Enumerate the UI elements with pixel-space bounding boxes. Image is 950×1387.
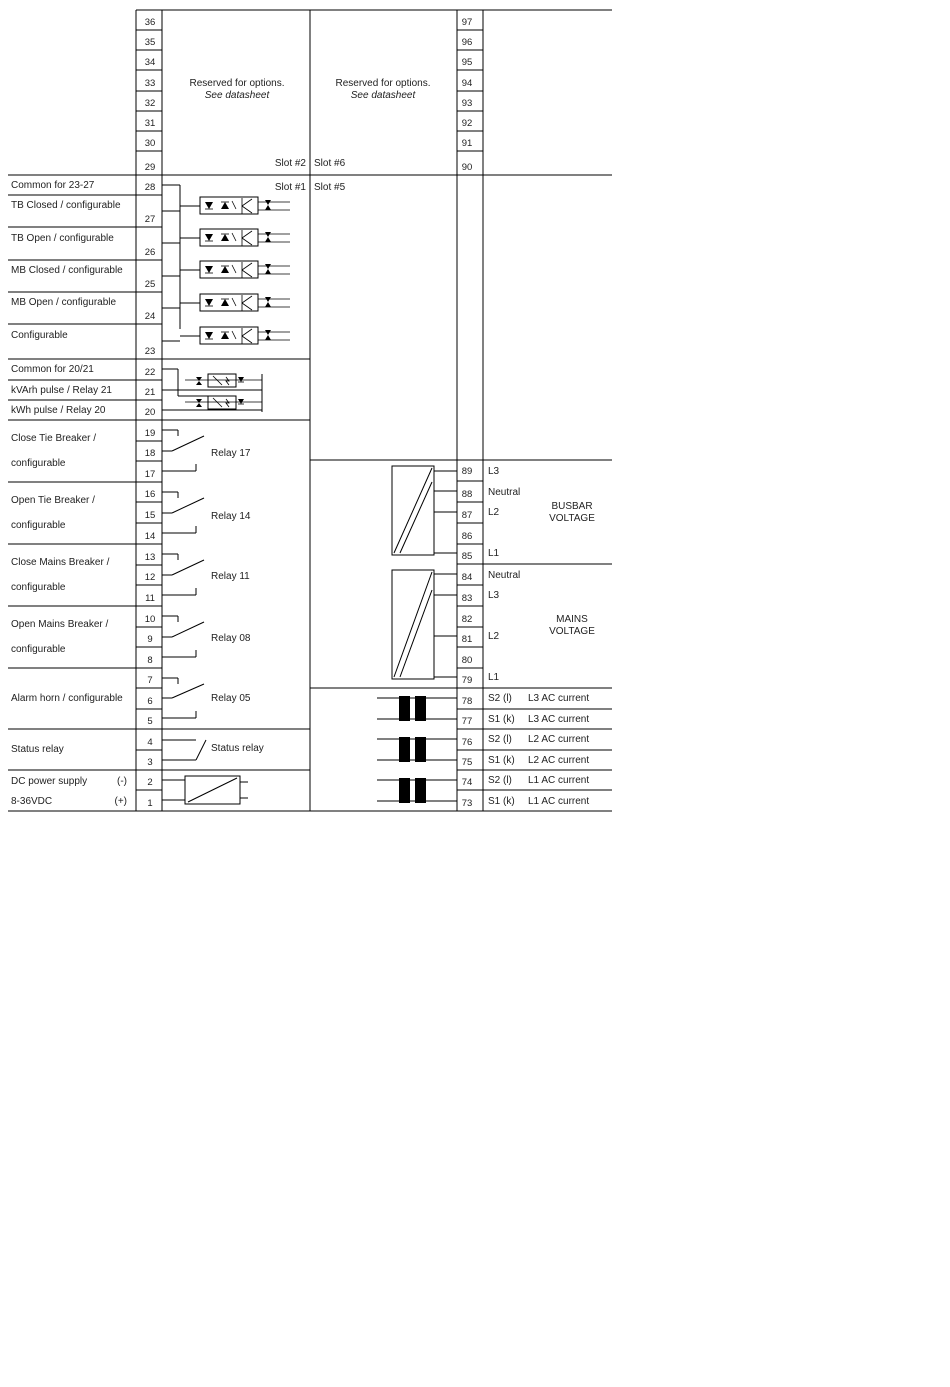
terminal-87: 87 xyxy=(461,510,473,521)
label-open-tie-1: Open Tie Breaker / xyxy=(11,495,95,506)
slot6-label: Slot #6 xyxy=(314,158,346,169)
relay-11-label: Relay 11 xyxy=(211,571,250,582)
terminal-88: 88 xyxy=(461,489,473,500)
mains-title-1: MAINS xyxy=(556,614,588,625)
label-configurable: Configurable xyxy=(11,330,68,341)
label-close-mains-1: Close Mains Breaker / xyxy=(11,557,110,568)
terminal-82: 82 xyxy=(461,614,473,625)
right-function-labels xyxy=(488,466,595,807)
label-tb-closed: TB Closed / configurable xyxy=(11,200,121,211)
terminal-21: 21 xyxy=(144,387,156,398)
label-status-relay: Status relay xyxy=(11,744,64,755)
terminal-95: 95 xyxy=(461,57,473,68)
ct-l2-s2-label: S2 (l) xyxy=(488,734,512,745)
ct-l1-s1-label: S1 (k) xyxy=(488,796,515,807)
current-transformers xyxy=(377,696,457,803)
label-dc-plus: (+) xyxy=(114,796,127,807)
terminal-7: 7 xyxy=(147,675,153,686)
label-close-tie-1: Close Tie Breaker / xyxy=(11,433,97,444)
terminal-26: 26 xyxy=(144,247,156,258)
busbar-l3-label: L3 xyxy=(488,466,500,477)
right-terminal-strip xyxy=(457,17,483,811)
label-alarm-horn: Alarm horn / configurable xyxy=(11,693,123,704)
ct-l2-current-label-b: L2 AC current xyxy=(528,755,590,766)
relay-11-contact-icon xyxy=(162,554,204,595)
label-dc-supply: DC power supply xyxy=(11,776,88,787)
terminal-31: 31 xyxy=(144,118,156,129)
digital-inputs-block xyxy=(162,185,290,344)
relay-17-label: Relay 17 xyxy=(211,448,251,459)
ct-l1-current-label-b: L1 AC current xyxy=(528,796,590,807)
busbar-neutral-label: Neutral xyxy=(488,487,521,498)
slot2-reserved-text: Reserved for options. xyxy=(189,78,285,89)
label-common-20-21: Common for 20/21 xyxy=(11,364,94,375)
terminal-83: 83 xyxy=(461,593,473,604)
ct-l2-current-label: L2 AC current xyxy=(528,734,590,745)
terminal-9: 9 xyxy=(147,634,153,645)
terminal-93: 93 xyxy=(461,98,473,109)
terminal-85: 85 xyxy=(461,551,473,562)
optocoupler-26-icon xyxy=(162,229,290,246)
terminal-33: 33 xyxy=(144,78,156,89)
slot2-label: Slot #2 xyxy=(274,158,306,169)
label-dc-range: 8-36VDC xyxy=(11,796,53,807)
terminal-10: 10 xyxy=(144,614,156,625)
ct-l3-s1-label: S1 (k) xyxy=(488,714,515,725)
busbar-l2-label: L2 xyxy=(488,507,500,518)
terminal-30: 30 xyxy=(144,138,156,149)
terminal-32: 32 xyxy=(144,98,156,109)
busbar-voltage-transformer-icon xyxy=(392,466,457,555)
ct-l3-current-label: L3 AC current xyxy=(528,693,590,704)
mains-voltage-transformer-icon xyxy=(392,570,457,679)
terminal-23: 23 xyxy=(144,346,156,357)
slot1-label: Slot #1 xyxy=(274,182,306,193)
label-close-tie-2: configurable xyxy=(11,458,66,469)
terminal-94: 94 xyxy=(461,78,473,89)
terminal-13: 13 xyxy=(144,552,156,563)
label-dc-minus: (-) xyxy=(117,776,127,787)
terminal-5: 5 xyxy=(147,716,153,727)
relay-05-contact-icon xyxy=(162,678,204,718)
terminal-36: 36 xyxy=(144,17,156,28)
relay-08-contact-icon xyxy=(162,616,204,657)
label-open-mains-1: Open Mains Breaker / xyxy=(11,619,109,630)
left-function-labels xyxy=(11,180,127,807)
label-open-tie-2: configurable xyxy=(11,520,66,531)
slot5-label: Slot #5 xyxy=(314,182,346,193)
terminal-73: 73 xyxy=(461,798,473,809)
relay-08-label: Relay 08 xyxy=(211,633,251,644)
pulse-transistor-21-icon xyxy=(196,376,244,385)
current-transformer-l3-icon xyxy=(377,696,457,721)
mains-l2-label: L2 xyxy=(488,631,500,642)
terminal-25: 25 xyxy=(144,279,156,290)
terminal-8: 8 xyxy=(147,655,153,666)
left-terminal-strip xyxy=(136,17,162,811)
terminal-6: 6 xyxy=(147,696,153,707)
terminal-84: 84 xyxy=(461,572,473,583)
terminal-75: 75 xyxy=(461,757,473,768)
terminal-96: 96 xyxy=(461,37,473,48)
terminal-92: 92 xyxy=(461,118,473,129)
optocoupler-24-icon xyxy=(162,294,290,311)
ct-l1-s2-label: S2 (l) xyxy=(488,775,512,786)
label-mb-open: MB Open / configurable xyxy=(11,297,117,308)
terminal-81: 81 xyxy=(461,634,473,645)
label-kvarh-pulse: kVArh pulse / Relay 21 xyxy=(11,385,112,396)
terminal-15: 15 xyxy=(144,510,156,521)
mains-neutral-label: Neutral xyxy=(488,570,521,581)
terminal-1: 1 xyxy=(147,798,153,809)
terminal-35: 35 xyxy=(144,37,156,48)
relay-17-contact-icon xyxy=(162,430,204,471)
current-transformer-l2-icon xyxy=(377,737,457,762)
terminal-14: 14 xyxy=(144,531,156,542)
terminal-79: 79 xyxy=(461,675,473,686)
label-mb-closed: MB Closed / configurable xyxy=(11,265,123,276)
mains-l1-label: L1 xyxy=(488,672,500,683)
terminal-2: 2 xyxy=(147,777,153,788)
terminal-74: 74 xyxy=(461,777,473,788)
label-tb-open: TB Open / configurable xyxy=(11,233,114,244)
relay-05-label: Relay 05 xyxy=(211,693,251,704)
terminal-78: 78 xyxy=(461,696,473,707)
terminal-91: 91 xyxy=(461,138,473,149)
terminal-20: 20 xyxy=(144,407,156,418)
terminal-19: 19 xyxy=(144,428,156,439)
terminal-24: 24 xyxy=(144,311,156,322)
optocoupler-27-icon xyxy=(162,197,290,214)
optocoupler-23-icon xyxy=(162,327,290,344)
pulse-transistor-20-icon xyxy=(196,398,244,407)
terminal-29: 29 xyxy=(144,162,156,173)
terminal-34: 34 xyxy=(144,57,156,68)
terminal-89: 89 xyxy=(461,466,473,477)
busbar-l1-label: L1 xyxy=(488,548,500,559)
terminal-12: 12 xyxy=(144,572,156,583)
label-common-23-27: Common for 23-27 xyxy=(11,180,95,191)
terminal-22: 22 xyxy=(144,367,156,378)
slot6-datasheet-text: See datasheet xyxy=(350,90,416,101)
slot2-datasheet-text: See datasheet xyxy=(204,90,270,101)
ct-l1-current-label: L1 AC current xyxy=(528,775,590,786)
terminal-77: 77 xyxy=(461,716,473,727)
slot6-reserved-text: Reserved for options. xyxy=(335,78,431,89)
terminal-80: 80 xyxy=(461,655,473,666)
terminal-3: 3 xyxy=(147,757,153,768)
relay-outputs-block xyxy=(162,430,204,718)
dc-converter-icon xyxy=(162,776,248,804)
ct-l3-s2-label: S2 (l) xyxy=(488,693,512,704)
terminal-76: 76 xyxy=(461,737,473,748)
status-relay-contact-icon xyxy=(162,740,206,760)
busbar-title-2: VOLTAGE xyxy=(549,513,595,524)
relay-14-contact-icon xyxy=(162,492,204,533)
optocoupler-25-icon xyxy=(162,261,290,278)
terminal-86: 86 xyxy=(461,531,473,542)
terminal-16: 16 xyxy=(144,489,156,500)
ct-l3-current-label-b: L3 AC current xyxy=(528,714,590,725)
pulse-outputs-block xyxy=(162,369,262,412)
label-open-mains-2: configurable xyxy=(11,644,66,655)
ct-l2-s1-label: S1 (k) xyxy=(488,755,515,766)
busbar-title-1: BUSBAR xyxy=(551,501,593,512)
relay-14-label: Relay 14 xyxy=(211,511,251,522)
label-close-mains-2: configurable xyxy=(11,582,66,593)
status-relay-label: Status relay xyxy=(211,743,264,754)
terminal-17: 17 xyxy=(144,469,156,480)
mains-title-2: VOLTAGE xyxy=(549,626,595,637)
current-transformer-l1-icon xyxy=(377,778,457,803)
terminal-28: 28 xyxy=(144,182,156,193)
terminal-18: 18 xyxy=(144,448,156,459)
label-kwh-pulse: kWh pulse / Relay 20 xyxy=(11,405,106,416)
terminal-27: 27 xyxy=(144,214,156,225)
relay-labels xyxy=(211,448,264,754)
terminal-97: 97 xyxy=(461,17,473,28)
terminal-4: 4 xyxy=(147,737,153,748)
terminal-11: 11 xyxy=(145,593,155,604)
terminal-90: 90 xyxy=(461,162,473,173)
mains-l3-label: L3 xyxy=(488,590,500,601)
